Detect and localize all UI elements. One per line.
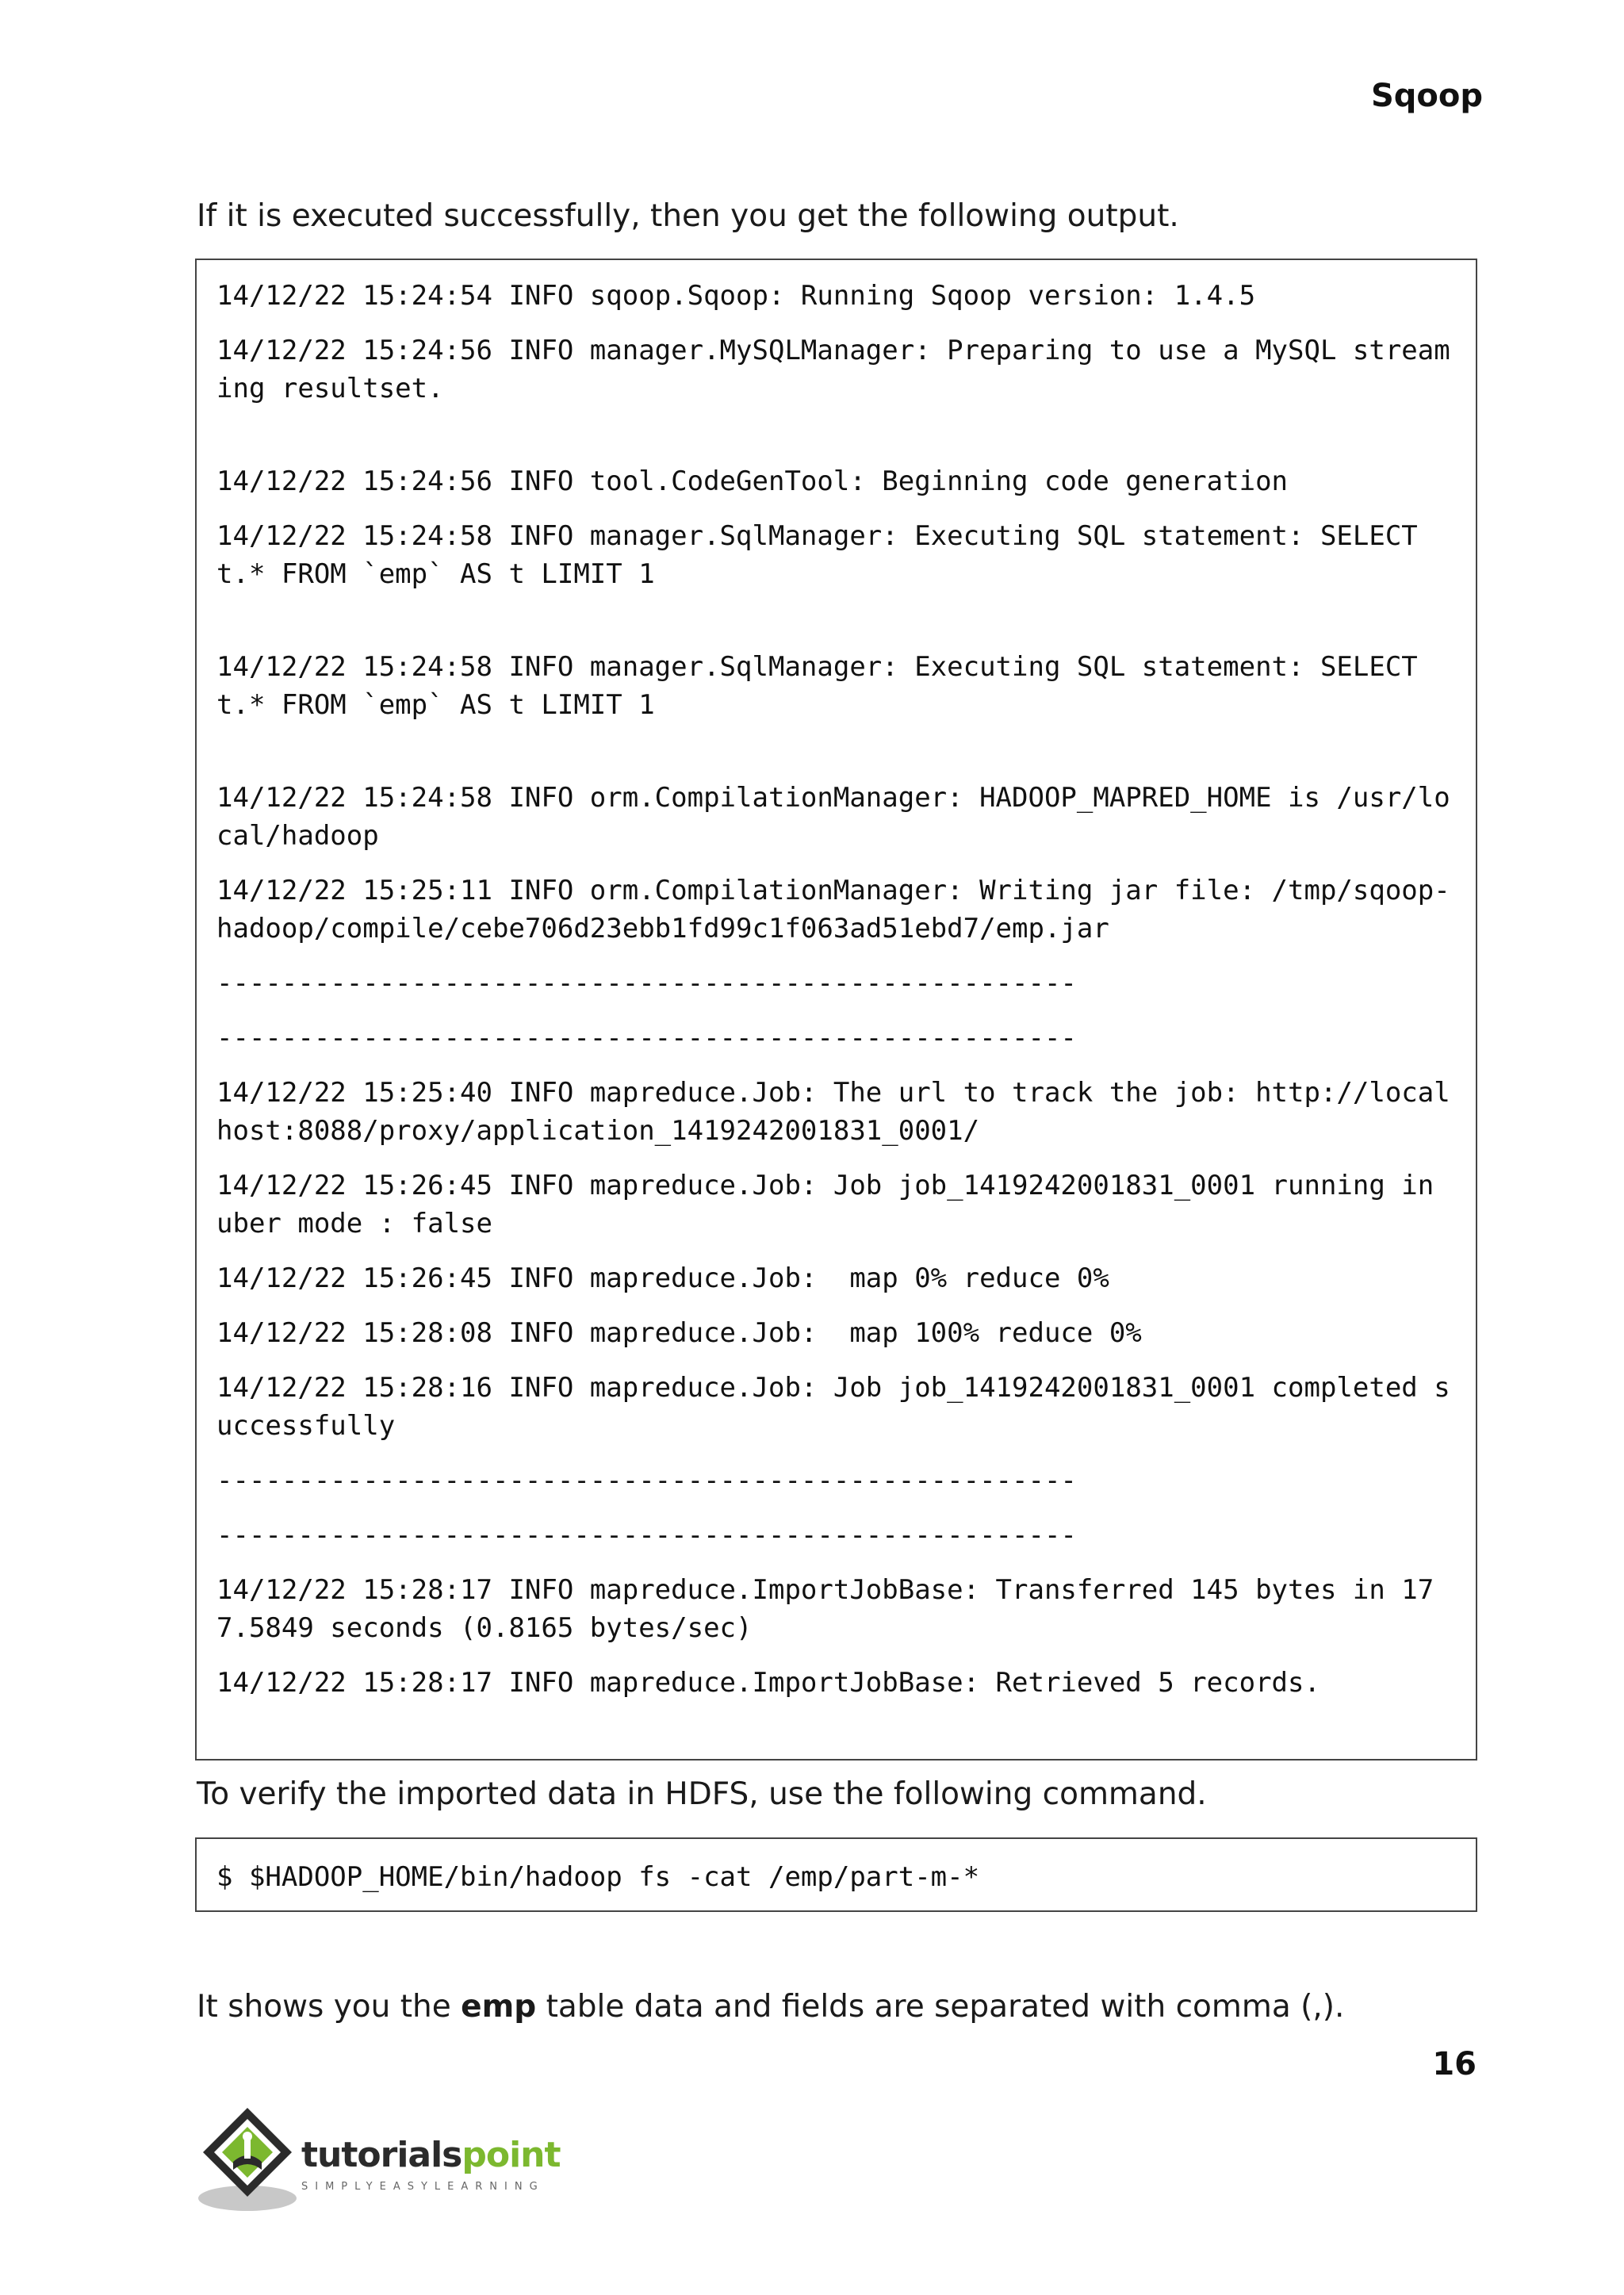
page-header-title: Sqoop bbox=[1370, 78, 1483, 114]
command-code-block bbox=[195, 1837, 1477, 1912]
log-line: 14/12/22 15:28:16 INFO mapreduce.Job: Job job_1419242001831_0001 completed successfully bbox=[216, 1372, 1450, 1442]
separator-line: ----------------------------------------------------- bbox=[216, 1519, 1077, 1551]
log-line: 14/12/22 15:24:58 INFO manager.SqlManager: Executing SQL statement: SELECT t.* FROM `emp` AS t LIMIT 1 bbox=[216, 520, 1434, 590]
result-text-bold: emp bbox=[461, 1989, 537, 2025]
log-line: 14/12/22 15:24:56 INFO manager.MySQLManager: Preparing to use a MySQL streaming resultset. bbox=[216, 335, 1450, 404]
separator-line: ----------------------------------------------------- bbox=[216, 967, 1077, 999]
log-line: 14/12/22 15:25:40 INFO mapreduce.Job: The url to track the job: http://localhost:8088/proxy/application_1419242001831_0001/ bbox=[216, 1077, 1450, 1147]
log-line: 14/12/22 15:26:45 INFO mapreduce.Job: Job job_1419242001831_0001 running in uber mode : false bbox=[216, 1170, 1450, 1239]
log-line: 14/12/22 15:26:45 INFO mapreduce.Job: map 0% reduce 0% bbox=[216, 1262, 1109, 1294]
separator-line: ----------------------------------------------------- bbox=[216, 1465, 1077, 1496]
logo-word-part1: tutorials bbox=[301, 2135, 462, 2175]
logo-wordmark bbox=[301, 2135, 561, 2175]
result-paragraph bbox=[197, 1989, 1344, 2025]
page-number: 16 bbox=[1432, 2046, 1477, 2082]
logo-emblem-icon bbox=[193, 2102, 304, 2220]
log-line: 14/12/22 15:24:54 INFO sqoop.Sqoop: Running Sqoop version: 1.4.5 bbox=[216, 280, 1256, 312]
log-line: 14/12/22 15:28:17 INFO mapreduce.ImportJobBase: Retrieved 5 records. bbox=[216, 1667, 1320, 1699]
log-line: 14/12/22 15:28:17 INFO mapreduce.ImportJobBase: Transferred 145 bytes in 177.5849 seconds (0.8165 bytes/sec) bbox=[216, 1574, 1434, 1644]
intro-paragraph: If it is executed successfully, then you get the following output. bbox=[197, 198, 1179, 234]
output-code-block bbox=[195, 259, 1477, 1761]
tutorialspoint-logo bbox=[193, 2102, 574, 2220]
log-line: 14/12/22 15:24:56 INFO tool.CodeGenTool: Beginning code generation bbox=[216, 466, 1289, 497]
log-line: 14/12/22 15:28:08 INFO mapreduce.Job: map 100% reduce 0% bbox=[216, 1317, 1142, 1349]
separator-line: ----------------------------------------------------- bbox=[216, 1022, 1077, 1054]
command-line: $ $HADOOP_HOME/bin/hadoop fs -cat /emp/part-m-* bbox=[216, 1861, 980, 1893]
verify-paragraph: To verify the imported data in HDFS, use the following command. bbox=[197, 1776, 1207, 1812]
result-text-after: table data and fields are separated with comma (,). bbox=[536, 1989, 1345, 2025]
log-line: 14/12/22 15:25:11 INFO orm.CompilationManager: Writing jar file: /tmp/sqoop-hadoop/compile/cebe706d23ebb1fd99c1f063ad51ebd7/emp.jar bbox=[216, 875, 1450, 944]
logo-tagline: SIMPLYEASYLEARNING bbox=[301, 2181, 545, 2193]
logo-word-part2: point bbox=[462, 2135, 561, 2175]
result-text-before: It shows you the bbox=[197, 1989, 462, 2025]
log-line: 14/12/22 15:24:58 INFO manager.SqlManager: Executing SQL statement: SELECT t.* FROM `emp` AS t LIMIT 1 bbox=[216, 651, 1434, 721]
log-line: 14/12/22 15:24:58 INFO orm.CompilationManager: HADOOP_MAPRED_HOME is /usr/local/hadoop bbox=[216, 782, 1450, 852]
